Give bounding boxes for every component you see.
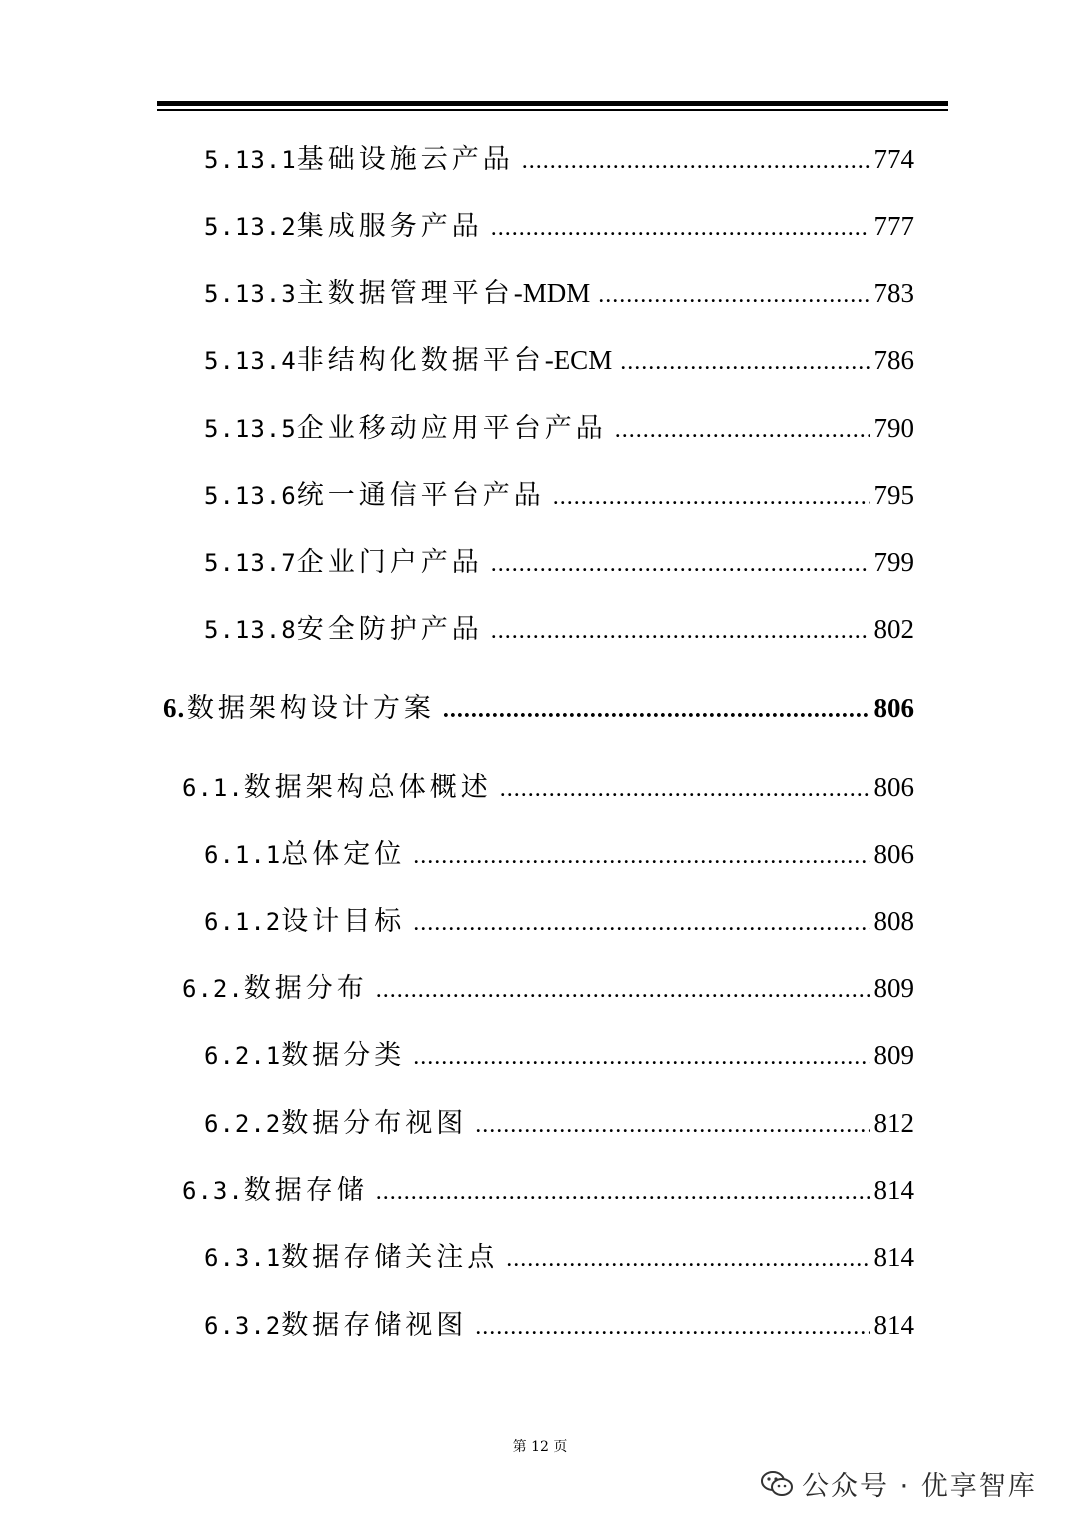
toc-entry-5-13-6[interactable] [204, 478, 914, 514]
toc-entry-6-1[interactable] [182, 770, 914, 806]
toc-entry-6-1-1[interactable] [204, 837, 914, 873]
toc-page: 814 [873, 1242, 914, 1272]
toc-page: 806 [873, 839, 914, 869]
toc-page: 774 [873, 144, 914, 174]
toc-entry-6-2-2[interactable] [204, 1106, 914, 1142]
toc-number: 5.13.7 [204, 549, 297, 577]
toc-number: 6.1.1 [204, 841, 282, 869]
toc-entry-6-1-2[interactable] [204, 904, 914, 940]
toc-page: 777 [873, 211, 914, 241]
toc-page: 814 [873, 1175, 914, 1205]
toc-entry-6[interactable] [163, 691, 914, 727]
toc-page: 799 [873, 547, 914, 577]
dot-leader [491, 211, 870, 245]
toc-page: 783 [873, 278, 914, 308]
toc-title: 数据存储关注点 [281, 1242, 499, 1273]
dot-leader [506, 1242, 869, 1276]
toc-page: 806 [873, 772, 914, 802]
toc-page: 790 [873, 413, 914, 443]
toc-page: 812 [873, 1108, 914, 1138]
toc-number: 6.2. [182, 975, 244, 1003]
dot-leader [553, 480, 870, 514]
dot-leader [376, 973, 870, 1007]
dot-leader [491, 547, 870, 581]
toc-number: 5.13.1 [204, 146, 297, 174]
toc-entry-6-2-1[interactable] [204, 1038, 914, 1074]
toc-number: 6.3.1 [204, 1244, 282, 1272]
toc-title: 企业移动应用平台产品 [296, 413, 607, 444]
toc-page: 786 [873, 345, 914, 375]
toc-number: 6.3. [182, 1177, 244, 1205]
toc-title: 数据分类 [281, 1040, 406, 1071]
toc-number: 5.13.3 [204, 280, 297, 308]
toc-number: 6.2.1 [204, 1042, 282, 1070]
dot-leader [413, 1040, 869, 1074]
dot-leader [500, 772, 870, 806]
toc-title: 总体定位 [281, 839, 406, 870]
toc-title: 安全防护产品 [296, 614, 483, 645]
toc-entry-5-13-1[interactable] [204, 142, 914, 178]
toc-title: 数据存储视图 [281, 1310, 468, 1341]
toc-number: 5.13.5 [204, 415, 297, 443]
watermark [760, 1464, 1037, 1503]
toc-entry-5-13-7[interactable] [204, 545, 914, 581]
toc-entry-6-3-2[interactable] [204, 1308, 914, 1344]
toc-page: 795 [873, 480, 914, 510]
toc-number: 5.13.2 [204, 213, 297, 241]
toc-entry-5-13-4[interactable] [204, 343, 914, 379]
toc-entry-6-2[interactable] [182, 971, 914, 1007]
toc-title: 数据分布视图 [281, 1108, 468, 1139]
dot-leader [620, 345, 869, 379]
toc-entry-6-3[interactable] [182, 1173, 914, 1209]
dot-leader [475, 1108, 869, 1142]
toc-entry-5-13-3[interactable] [204, 276, 914, 312]
toc-page: 809 [873, 1040, 914, 1070]
toc-page: 808 [873, 906, 914, 936]
dot-leader [598, 278, 869, 312]
dot-leader [491, 614, 870, 648]
toc-entry-5-13-8[interactable] [204, 612, 914, 648]
dot-leader [413, 839, 869, 873]
toc-number: 6.3.2 [204, 1312, 282, 1340]
toc-title: 企业门户产品 [296, 547, 483, 578]
toc-title: 设计目标 [281, 906, 406, 937]
toc-page: 809 [873, 973, 914, 1003]
dot-leader [615, 413, 870, 447]
dot-leader [522, 144, 870, 178]
toc-page: 814 [873, 1310, 914, 1340]
toc-number: 5.13.4 [204, 347, 297, 375]
toc-entry-5-13-5[interactable] [204, 411, 914, 447]
toc-title: 数据架构设计方案 [186, 693, 435, 724]
dot-leader [475, 1310, 869, 1344]
toc-number: 6.1.2 [204, 908, 282, 936]
wechat-icon [760, 1469, 794, 1499]
toc-number: 5.13.6 [204, 482, 297, 510]
dot-leader [376, 1175, 870, 1209]
toc-title: 数据存储 [243, 1175, 368, 1206]
toc-title: 数据分布 [243, 973, 368, 1004]
page-number: 第 12 页 [512, 1439, 568, 1455]
toc-title: 基础设施云产品 [296, 144, 514, 175]
toc-page: 802 [873, 614, 914, 644]
toc-title: 主数据管理平台-MDM [296, 278, 591, 309]
toc-entry-6-3-1[interactable] [204, 1240, 914, 1276]
dot-leader [443, 693, 870, 727]
toc-page: 806 [873, 693, 914, 723]
toc-number: 6.2.2 [204, 1110, 282, 1138]
toc-number: 6.1. [182, 774, 244, 802]
toc-title: 非结构化数据平台-ECM [296, 345, 613, 376]
watermark-text: 公众号 · 优享智库 [802, 1471, 1037, 1502]
toc-title: 统一通信平台产品 [296, 480, 545, 511]
toc-title: 集成服务产品 [296, 211, 483, 242]
toc-number: 5.13.8 [204, 616, 297, 644]
toc-entry-5-13-2[interactable] [204, 209, 914, 245]
toc-title: 数据架构总体概述 [243, 772, 492, 803]
toc-number: 6. [163, 693, 186, 723]
header-rule-thin [157, 109, 948, 111]
header-rule-thick [157, 101, 948, 106]
dot-leader [413, 906, 869, 940]
